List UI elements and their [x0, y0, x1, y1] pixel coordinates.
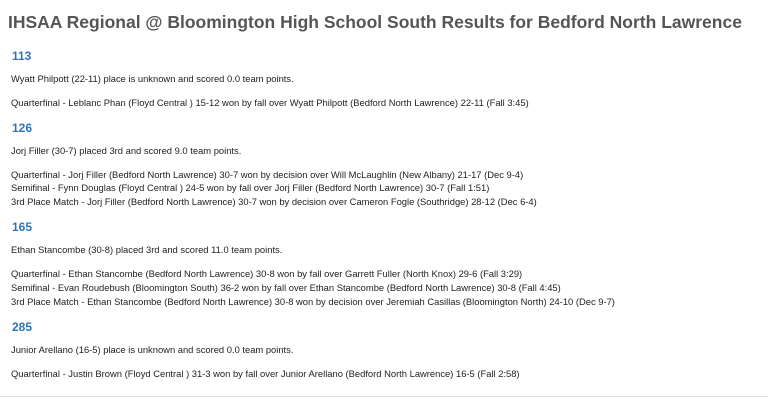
weight-class-heading: 165: [12, 220, 33, 234]
match-result: Semifinal - Fynn Douglas (Floyd Central ) 24-5 won by fall over Jorj Filler (Bedford North Lawrence) 30-7 (Fall 1:51): [11, 182, 490, 193]
bottom-divider: [0, 396, 768, 397]
match-result: Quarterfinal - Jorj Filler (Bedford North Lawrence) 30-7 won by decision over Will McLaughlin (New Albany) 21-17 (Dec 9-4): [11, 169, 524, 180]
wrestler-summary: Junior Arellano (16-5) place is unknown and scored 0.0 team points.: [11, 344, 294, 355]
match-result: 3rd Place Match - Ethan Stancombe (Bedford North Lawrence) 30-8 won by decision over Jeremiah Casillas (Bloomington North) 24-10 (Dec 9-7): [11, 296, 615, 307]
weight-class-heading: 126: [12, 121, 33, 135]
wrestler-summary: Wyatt Philpott (22-11) place is unknown and scored 0.0 team points.: [11, 73, 294, 84]
match-result: Quarterfinal - Ethan Stancombe (Bedford North Lawrence) 30-8 won by fall over Garrett Fuller (North Knox) 29-6 (Fall 3:29): [11, 268, 523, 279]
weight-class-heading: 285: [12, 320, 33, 334]
match-result: Quarterfinal - Leblanc Phan (Floyd Central ) 15-12 won by fall over Wyatt Philpott (Bedford North Lawrence) 22-11 (Fall 3:45): [11, 97, 529, 108]
match-result: Semifinal - Evan Roudebush (Bloomington South) 36-2 won by fall over Ethan Stancombe (Bedford North Lawrence) 30-8 (Fall 4:45): [11, 282, 561, 293]
page-title: IHSAA Regional @ Bloomington High School South Results for Bedford North Lawrence: [8, 12, 742, 32]
match-result: Quarterfinal - Justin Brown (Floyd Central ) 31-3 won by fall over Junior Arellano (Bedford North Lawrence) 16-5 (Fall 2:58): [11, 368, 520, 379]
match-result: 3rd Place Match - Jorj Filler (Bedford North Lawrence) 30-7 won by decision over Cameron Fogle (Southridge) 28-12 (Dec 6-4): [11, 196, 537, 207]
weight-class-heading: 113: [12, 49, 32, 63]
wrestler-summary: Jorj Filler (30-7) placed 3rd and scored 9.0 team points.: [11, 145, 242, 156]
wrestler-summary: Ethan Stancombe (30-8) placed 3rd and scored 11.0 team points.: [11, 244, 283, 255]
